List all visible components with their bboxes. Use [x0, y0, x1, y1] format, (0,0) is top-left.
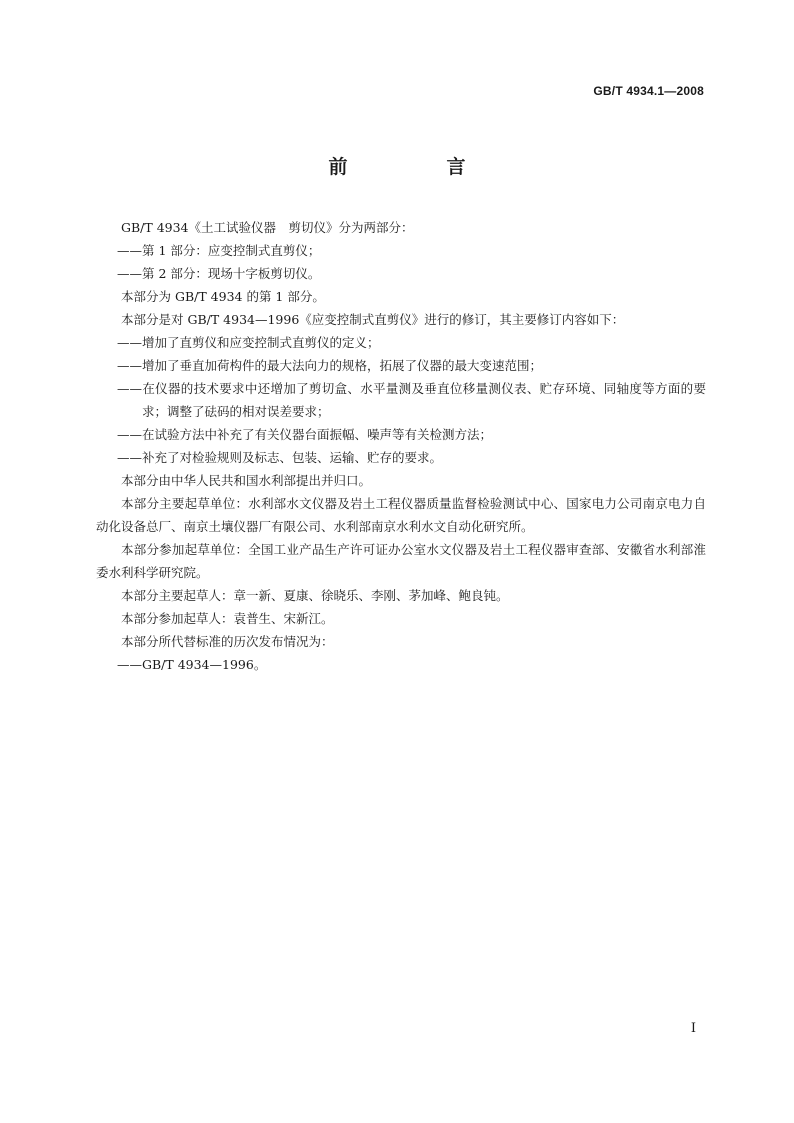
paragraph: 本部分由中华人民共和国水利部提出并归口。 [121, 473, 372, 488]
paragraph: 本部分是对 GB/T 4934—1996《应变控制式直剪仪》进行的修订，其主要修订内容如下： [121, 312, 625, 327]
list-item: ——第 1 部分：应变控制式直剪仪； [117, 243, 321, 258]
page-title: 前 言 [328, 156, 506, 178]
list-item: ——增加了垂直加荷构件的最大法向力的规格，拓展了仪器的最大变速范围； [117, 358, 543, 373]
paragraph: 本部分参加起草单位：全国工业产品生产许可证办公室水文仪器及岩土工程仪器审查部、安徽省水利部淮委水利科学研究院。 [96, 542, 706, 580]
paragraph: 本部分所代替标准的历次发布情况为： [121, 634, 334, 649]
list-item: ——第 2 部分：现场十字板剪切仪。 [117, 266, 321, 281]
paragraph: 本部分参加起草人：袁普生、宋新江。 [121, 611, 334, 626]
list-item: ——GB/T 4934—1996。 [117, 657, 267, 672]
document-body [96, 216, 706, 676]
list-item: ——增加了直剪仪和应变控制式直剪仪的定义； [117, 335, 380, 350]
paragraph: 本部分主要起草人：章一新、夏康、徐晓乐、李刚、茅加峰、鲍良钝。 [121, 588, 509, 603]
paragraph: GB/T 4934《土工试验仪器 剪切仪》分为两部分： [121, 220, 414, 235]
list-item: ——补充了对检验规则及标志、包装、运输、贮存的要求。 [117, 450, 443, 465]
page-number: I [690, 1021, 696, 1036]
list-item: ——在仪器的技术要求中还增加了剪切盒、水平量测及垂直位移量测仪表、贮存环境、同轴度等方面的要求；调整了砝码的相对误差要求； [117, 381, 706, 419]
standard-code: GB/T 4934.1—2008 [593, 84, 704, 98]
list-item: ——在试验方法中补充了有关仪器台面振幅、噪声等有关检测方法； [117, 427, 493, 442]
paragraph: 本部分主要起草单位：水利部水文仪器及岩土工程仪器质量监督检验测试中心、国家电力公司南京电力自动化设备总厂、南京土壤仪器厂有限公司、水利部南京水利水文自动化研究所。 [96, 496, 706, 534]
paragraph: 本部分为 GB/T 4934 的第 1 部分。 [121, 289, 325, 304]
